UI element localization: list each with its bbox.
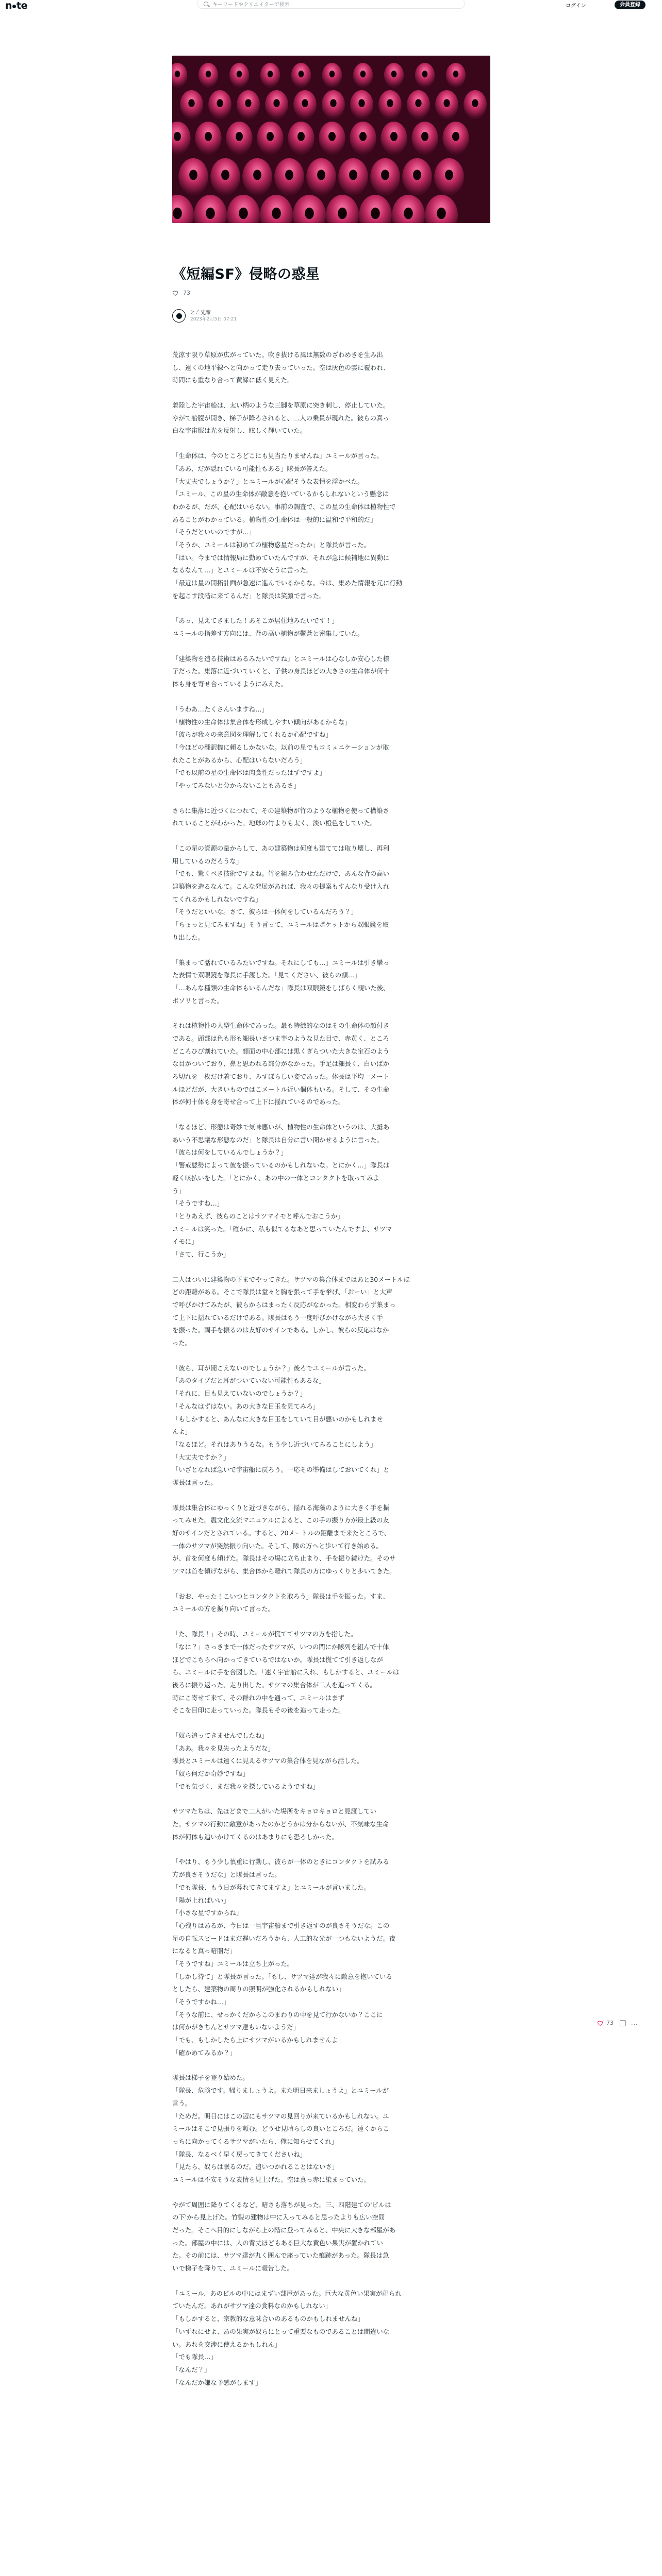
text-line: 「でも隊長…」 xyxy=(172,2353,217,2361)
text-line: 「そうな前に、せっかくだからこのまわりの中を見て行かないか？ここに xyxy=(172,2010,383,2019)
text-line: った。部屋の中には、人の背丈ほどもある巨大な黄色い果実が置かれてい xyxy=(172,2239,383,2247)
text-line: 「はい。今までは情報局に勤めていたんですが、それが急に候補地に異動に xyxy=(172,553,390,562)
paragraph xyxy=(172,805,490,830)
text-line: 「やってみないと分からないこともあるさ」 xyxy=(172,781,300,789)
text-line: あいう不思議な形態なのだ」と隊長は自分に言い聞かせるように言った。 xyxy=(172,1136,383,1144)
article-body xyxy=(172,349,490,2401)
hero-figure-eye xyxy=(329,71,335,77)
text-line: 「あのタイプだと耳がついていない可能性もあるな」 xyxy=(172,1377,325,1385)
text-line: いで梯子を降りて、ユミールに報告した。 xyxy=(172,2264,293,2273)
text-line: ボソリと言った。 xyxy=(172,996,224,1005)
text-line: 「小さな星ですからね」 xyxy=(172,1909,243,1917)
more-icon[interactable]: ... xyxy=(631,2020,638,2026)
hero-figure-eye xyxy=(404,208,413,219)
text-line: 「ユミール、この星の生命体が敵意を抱いているかもしれないという懸念は xyxy=(172,490,389,498)
text-line: て上下に揺れているだけである。隊長はもう一度呼びかけながら大きく手 xyxy=(172,1313,383,1321)
hero-figure-eye xyxy=(239,208,248,219)
hero-figure-eye xyxy=(421,132,428,141)
text-line: 好のサインだとされている。すると、20メートルの距離まで来たところで、 xyxy=(172,1529,391,1537)
text-line: 隊長とユミールは遠くに見えるサツマの集合体を見ながら話した。 xyxy=(172,1757,363,1765)
hero-figure-eye xyxy=(297,132,305,141)
paragraph xyxy=(172,1805,490,1843)
text-line: 「生命体は、今のところどこにも見当たりませんね」ユミールが言った。 xyxy=(172,452,383,460)
text-line: 「そうか、ユミールは初めての植物惑星だったか」と隊長が言った。 xyxy=(172,540,370,549)
text-line: ミールはそこで見張りを頼む。どうせ見晴らしの良いところだ。遠くからこ xyxy=(172,2125,390,2133)
text-line: 「警戒態勢によって彼を振っているのかもしれないな。とにかく…」隊長は xyxy=(172,1161,390,1170)
text-line: 「なるほど。それはありうるな。もう少し近づいてみることにしよう」 xyxy=(172,1440,377,1448)
text-line: 「やはり、もう少し慎重に行動し、彼らが一体のときにコンタクトを試みる xyxy=(172,1858,389,1866)
text-line: 「そうだといいな。さて、彼らは一体何をしているんだろう？」 xyxy=(172,908,358,916)
hero-figure-eye xyxy=(173,208,182,219)
paragraph xyxy=(172,2287,490,2389)
text-line: 「いざとなれば急いで宇宙船に戻ろう。一応その準備はしておいてくれ」と xyxy=(172,1466,390,1474)
hero-figure-eye xyxy=(391,71,397,77)
text-line: ユミールの指差す方向には、背の高い植物が鬱蒼と密集していた。 xyxy=(172,630,364,638)
paragraph xyxy=(172,1362,490,1489)
text-line: 「大丈夫でしょうか？」とユミールが心配そうな表情を浮かべた。 xyxy=(172,477,364,485)
search-box[interactable] xyxy=(197,0,465,9)
heart-icon[interactable] xyxy=(172,290,178,296)
text-line: イモに」 xyxy=(172,1238,198,1246)
text-line: 「さて、行こうか」 xyxy=(172,1250,230,1258)
text-line: が、首を何度も傾げた。隊長はその場に立ち止まり、手を振り続けた。そのサ xyxy=(172,1554,396,1563)
text-line: は何かがきちんとサツマ達もいないようだ」 xyxy=(172,2023,300,2031)
text-line: を起こす段階に来てるんだ」と隊長は笑顔で言った。 xyxy=(172,591,326,600)
text-line: としたら、建築物の周りの照明が強化されるかもしれない」 xyxy=(172,1985,345,1993)
text-line: 荒涼す限り草原が広がっていた。吹き抜ける風は無数のざわめきを生み出 xyxy=(172,351,383,359)
hero-figure-eye xyxy=(174,132,181,141)
text-line: 「そうですね」ユミールは立ち上がった。 xyxy=(172,1959,294,1968)
hero-figure-eye xyxy=(358,99,365,107)
text-line: 「なるほど、形態は奇妙で気味悪いが、植物性の生命体というのは、大抵あ xyxy=(172,1123,390,1131)
text-line: 子だった。集落に近づいていくと、子供の身長ほどの大きさの生命体が何十 xyxy=(172,667,390,675)
text-line: た表情で双眼鏡を隊長に手渡した。「見てください、彼らの顔…」 xyxy=(172,971,361,979)
text-line: 「奴ら追ってきませんでしたね」 xyxy=(172,1731,268,1739)
hero-figure-eye xyxy=(237,71,242,77)
text-line: 「集まって話れているみたいですね。それにしても…」ユミールは引き攣っ xyxy=(172,958,390,967)
text-line: 「彼らは何をしているんでしょうか？」 xyxy=(172,1148,288,1157)
text-line: 星の自転スピードはまだ遅いだろうから、人工的な光が一つもないようだ。夜 xyxy=(172,1934,396,1942)
hero-figure-eye xyxy=(175,71,180,77)
hero-figure-eye xyxy=(217,99,223,107)
hero-figure-eye xyxy=(302,99,308,107)
side-like-count: 73 xyxy=(606,2020,614,2026)
text-line: それは植物性の人型生命体であった。最も特徴的なのはその生命体の顔付き xyxy=(172,1022,390,1030)
hero-figure-eye xyxy=(206,208,215,219)
text-line: 「今ほどの翻訳機に頼るしかないな。以前の星でもコミュニケーションが取 xyxy=(172,743,389,751)
paragraph xyxy=(172,1856,490,2059)
text-line: サツマたちは、先ほどまで二人がいた場所をキョロキョロと見渡してい xyxy=(172,1807,376,1816)
text-line: 「しかし待て」と隊長が言った。「もし、サツマ達が我々に敵意を抱いている xyxy=(172,1972,392,1980)
hero-figure-eye xyxy=(189,170,197,180)
hero-figure-eye xyxy=(415,99,421,107)
side-heart-icon[interactable] xyxy=(597,2020,603,2026)
text-line: 「ちょっと見てみますね」そう言って、ユミールはポケットから双眼鏡を取 xyxy=(172,921,389,929)
text-line: ていたんだ。あれがサツマ達の食料なのかもしれない」 xyxy=(172,2302,332,2310)
hero-figure-eye xyxy=(285,170,293,180)
text-line: 「建築物を造る技術はあるみたいですね」とユミールは心なしか安心した様 xyxy=(172,654,390,663)
text-line: し、遠くの地平線へと向かって走り去っていった。空は灰色の雲に覆われ、 xyxy=(172,363,390,371)
hero-figure-eye xyxy=(305,208,314,219)
hero-figure-eye xyxy=(268,71,273,77)
text-line: 「大丈夫ですか？」 xyxy=(172,1453,230,1461)
text-line: 「もしかすると、宗教的な意味合いのあるものかもしれませんね」 xyxy=(172,2315,364,2323)
text-line: 「いずれにせよ、あの果実が奴らにとって重要なものであることは間違いな xyxy=(172,2327,390,2335)
text-line: ろ切れを一枚だけ着ており、みすぼらしい姿であった。体長は平均一メート xyxy=(172,1073,390,1080)
text-line: ルほどだが、大きいものではこメートル近い個体もいる。そして、その生命 xyxy=(172,1085,390,1093)
paragraph xyxy=(172,1121,490,1261)
text-line: った。 xyxy=(172,1339,192,1347)
text-line: 「でも以前の星の生命体は肉食性だったはずですよ」 xyxy=(172,769,326,777)
paragraph xyxy=(172,1730,490,1793)
hero-figure-eye xyxy=(359,132,367,141)
hero-figure-eye xyxy=(422,71,428,77)
text-line: 「ユミール、あのビルの中にはまずい部屋があった。巨大な黄色い果実が祀られ xyxy=(172,2289,402,2297)
text-line: 軽く咳払いをした。「とにかく、あの中の一体とコンタクトを取ってみよ xyxy=(172,1174,379,1182)
hero-figure-eye xyxy=(206,71,211,77)
text-line: んよ」 xyxy=(172,1428,192,1436)
side-actions xyxy=(597,2020,638,2026)
search-icon xyxy=(204,2,208,6)
text-line: ユミールは不安そうな表情を見上げた。空は真っ赤に染まっていた。 xyxy=(172,2175,370,2183)
text-line: 体も身を寄せ合っているようにみえた。 xyxy=(172,680,288,688)
paragraph xyxy=(172,842,490,944)
avatar[interactable] xyxy=(172,309,186,323)
article-title: 《短編SF》侵略の惑星 xyxy=(172,266,320,282)
text-line: 「最近は星の開拓計画が急速に進んでいるからな。今は、集めた情報を元に行動 xyxy=(172,579,403,587)
text-line: 「彼らが我々の来意図を理解してくれるか心配ですね」 xyxy=(172,731,332,739)
text-line: 「確かめてみるか？」 xyxy=(172,2048,236,2057)
paragraph xyxy=(172,1020,490,1109)
text-line: 「彼ら、耳が聞こえないのでしょうか？」後ろでユミールが言った。 xyxy=(172,1364,370,1372)
hero-figure-eye xyxy=(317,170,325,180)
text-line: い。あれを交渉に使えるかもしれん」 xyxy=(172,2340,281,2348)
text-line: 「でも、もしかしたら上にサツマがいるかもしれませんよ」 xyxy=(172,2036,344,2044)
text-line: 着陸した宇宙船は、太い柄のような三脚を草原に突き刺し、停止していた。 xyxy=(172,401,390,410)
hero-figure-eye xyxy=(452,132,459,141)
text-line: そこを目印に走っていった。隊長もその後を追って走った。 xyxy=(172,1706,345,1715)
paragraph xyxy=(172,653,490,691)
text-line: 「そうだといいのですが…」 xyxy=(172,528,256,536)
text-line: 「でも、驚くべき技術ですよね。竹を組み合わせただけで、あんな背の高い xyxy=(172,870,390,878)
hero-image xyxy=(172,56,490,223)
paragraph xyxy=(172,957,490,1008)
text-line: になると真っ暗闇だ」 xyxy=(172,1947,236,1955)
text-line: どの距離がある。そこで隊長は堂々と胸を張って手を挙げ、「おーい」と大声 xyxy=(172,1288,392,1296)
hero-figure-eye xyxy=(349,170,357,180)
logo-dot xyxy=(12,5,16,8)
hero-illustration xyxy=(172,56,490,223)
hero-figure-eye xyxy=(381,170,389,180)
hero-figure-eye xyxy=(245,99,251,107)
note-logo[interactable]: n te xyxy=(5,0,27,11)
paragraph xyxy=(172,1590,490,1616)
text-line: を振った。両手を振るのは友好のサインである。しかし、彼らの反応はなか xyxy=(172,1326,389,1334)
hero-figure-eye xyxy=(299,71,304,77)
text-line: あることがわかっている。植物性の生命体は一般的に温和で平和的だ」 xyxy=(172,515,377,523)
text-line: 「この星の資源の量からして、あの建築物は何度も建てては取り壊し、再利 xyxy=(172,844,390,852)
text-line: なるなんて…」とユミールは不安そうに言った。 xyxy=(172,566,313,574)
like-count: 73 xyxy=(183,290,190,296)
text-line: ユミールの方を振り向いて言った。 xyxy=(172,1605,275,1613)
text-line: 時にこ寄せて来て、その群れの中を通って、ユミールはまず xyxy=(172,1693,344,1702)
text-line: の下'から見上げた。竹製の建物は中に入ってみると思ったよりも広い空間 xyxy=(172,2213,385,2222)
text-line: 「植物性の生命体は集合体を形成しやすい傾向があるからな」 xyxy=(172,718,351,726)
text-line: 「心残りはあるが、今日は一旦宇宙船まで引き返すのが良さそうだな。この xyxy=(172,1921,390,1929)
hero-figure-eye xyxy=(390,132,398,141)
text-line: 「そうですかね…」 xyxy=(172,1998,230,2006)
hero-figure-eye xyxy=(413,170,421,180)
like-counter[interactable] xyxy=(172,290,190,296)
text-line: 「なに？」さっきまで一体だったサツマが、いつの間にか隊列を組んで十体 xyxy=(172,1642,389,1651)
text-line: やがて周囲に降りてくるなど、暗さも落ちが見った。三、四階建ての'ビルは xyxy=(172,2200,391,2209)
hero-figure-eye xyxy=(387,99,393,107)
text-line: り出した。 xyxy=(172,933,204,941)
hero-figure-eye xyxy=(360,71,366,77)
hero-figure-eye xyxy=(338,208,347,219)
text-line: ほどでこちらへ向かってきているではないか。隊長は慌てて引き返しなが xyxy=(172,1655,383,1664)
search-placeholder: キーワードやクリエイターで検索 xyxy=(212,2,290,8)
text-line: 後ろに振り返った、走り出した。サツマの集合体が二人を追ってくる。 xyxy=(172,1681,376,1689)
paragraph xyxy=(172,1274,490,1350)
text-line: 「隊長、なるべく早く戻ってきてくださいね」 xyxy=(172,2150,307,2158)
paragraph xyxy=(172,1628,490,1717)
paragraph xyxy=(172,703,490,792)
text-line: 用しているのだろうな」 xyxy=(172,857,243,865)
hero-figure-eye xyxy=(328,132,336,141)
text-line: 隊長は言った。 xyxy=(172,1478,217,1486)
text-line: 「うわあ…たくさんいますね…」 xyxy=(172,705,268,713)
share-icon[interactable] xyxy=(620,2020,626,2026)
text-line: 「ためだ。明日にはこの辺にもサツマの見回りが来ているかもしれない。ユ xyxy=(172,2112,389,2120)
hero-figure-eye xyxy=(221,170,229,180)
hero-figure-eye xyxy=(272,208,281,219)
text-line: で呼びかけてみたが、彼らからはまったく反応がなかった。相変わらず集まっ xyxy=(172,1301,396,1309)
hero-figure-eye xyxy=(188,99,194,107)
text-line: さらに集落に近づくにつれて、その建築物が竹のような植物を使って構築さ xyxy=(172,806,389,815)
text-line: 「ああ。我々を見失ったようだな」 xyxy=(172,1744,274,1752)
paragraph xyxy=(172,399,490,437)
paragraph xyxy=(172,2072,490,2186)
author-name[interactable]: とこ先輩 xyxy=(190,310,211,316)
text-line: れたことがあるから、心配はいらないだろう」 xyxy=(172,756,307,764)
text-line: 「とりあえず、彼らのことはサツマイモと呼んでおこうか」 xyxy=(172,1212,344,1220)
text-line: た。その前には、サツマ達が丸く囲んで座っていた痕跡があった。隊長は急 xyxy=(172,2251,389,2260)
text-line: どころひび割れていた。顔面の中心部には黒くぎらついた大きな宝石のよう xyxy=(172,1047,390,1055)
text-line: 一体のサツマが突然振り向いた。そして、隊の方へと歩いて行き始める。 xyxy=(172,1541,383,1550)
text-line: 「隊長、危険です。帰りましょうよ。また明日来ましょうよ」とユミールが xyxy=(172,2087,389,2095)
hero-figure-eye xyxy=(330,99,336,107)
hero-figure-eye xyxy=(437,208,446,219)
text-line: 「奴ら何だか奇妙ですね」 xyxy=(172,1770,249,1777)
text-line: 隊長は集合体にゆっくりと近づきながら、揺れる海藻のように大きく手を振 xyxy=(172,1503,390,1512)
hero-figure-eye xyxy=(453,71,459,77)
login-link[interactable]: ログイン xyxy=(566,3,586,9)
text-line: 体が何十体も身を寄せ合って上下に揺れているのであった。 xyxy=(172,1098,345,1106)
text-line: 「でも気づく、まだ我々を探しているようですね」 xyxy=(172,1782,319,1790)
text-line: ってみせた。震文化交流マニュアルによると、この手の振り方が最上級の友 xyxy=(172,1516,389,1524)
text-line: 「…あんな種類の生命体もいるんだな」隊長は双眼鏡をしばらく覗いた後、 xyxy=(172,984,390,992)
text-line: ら、ユミールに手を合図した。「速く宇宙船に入れ、もしかすると、ユミールは xyxy=(172,1668,400,1676)
text-line: 「おお、やった！こいつとコンタクトを取ろう」隊長は手を振った。すま、 xyxy=(172,1592,389,1600)
text-line: 言う。 xyxy=(172,2099,192,2107)
text-line: っちに向かってくるサツマがいたら、俺に知らせてくれ」 xyxy=(172,2137,338,2145)
text-line: 「そんなはずはない。あの大きな目玉を見てみろ」 xyxy=(172,1402,319,1410)
text-line: 「ああ、だが隠れている可能性もある」隊長が答えた。 xyxy=(172,464,332,472)
text-line: 「陽が上ればいい」 xyxy=(172,1896,230,1904)
paragraph xyxy=(172,2199,490,2275)
hero-figure-eye xyxy=(205,132,212,141)
paragraph xyxy=(172,450,490,602)
paragraph xyxy=(172,1502,490,1578)
text-line: てくれるかもしれないですね」 xyxy=(172,895,262,903)
text-line: 「なんだ？」 xyxy=(172,2365,211,2374)
text-line: やがて船腹が開き、梯子が降ろされると、二人の乗員が現れた。彼らの真っ xyxy=(172,414,389,422)
hero-figure-eye xyxy=(236,132,243,141)
text-line: ツマは首を傾げながら、集合体から離れて隊長の方にゆっくりと歩いてきた。 xyxy=(172,1567,396,1575)
text-line: れていることがわかった。地球の竹よりも太く、淡い橙色をしていた。 xyxy=(172,819,377,827)
author-block[interactable] xyxy=(172,309,237,323)
text-line: だった。そこへ目的にしながら上の階に登ってみると、中央に大きな部屋があ xyxy=(172,2226,396,2234)
hero-figure-eye xyxy=(445,170,453,180)
text-line: な目がついており、鼻と思われる部分がなかった。手足は細長く、白いばか xyxy=(172,1060,390,1068)
paragraph xyxy=(172,615,490,640)
text-line: 白な宇宙服は光を反射し、眩しく輝いていた。 xyxy=(172,427,307,435)
text-line: 隊長は梯子を登り始めた。 xyxy=(172,2074,249,2082)
text-line: 二人はついに建築物の下までやってきた。サツマの集合体まではあと30メートルほ xyxy=(172,1275,410,1283)
text-line: 「あっ、見えてきました！あそこが居住地みたいです！」 xyxy=(172,617,339,625)
text-line: わかるが、だが、心配はいらない。事前の調査で、この星の生命体は植物性で xyxy=(172,502,396,511)
text-line: た。サツマの行動に敵意があったのかどうかは分からないが、不気味な生命 xyxy=(172,1820,389,1828)
hero-figure-eye xyxy=(443,99,450,107)
text-line: 「でも隊長、もう日が暮れてきてますよ」とユミールが言いました。 xyxy=(172,1883,370,1891)
text-line: 「なんだか嫌な予感がします」 xyxy=(172,2378,262,2386)
text-line: 体が何体も追いかけてくるのはあまりにも恐ろしかった。 xyxy=(172,1833,339,1841)
hero-figure-eye xyxy=(267,132,274,141)
site-header xyxy=(0,0,662,11)
text-line: 時間にも重なり合って黄緑に低く見えた。 xyxy=(172,376,294,384)
hero-figure-eye xyxy=(273,99,279,107)
text-line: 建築物を造るなんて。こんな発展があれば、我々の提案もすんなり受け入れ xyxy=(172,883,390,891)
text-line: う」 xyxy=(172,1187,185,1195)
text-line: 「そうですね…」 xyxy=(172,1199,224,1208)
text-line: である。頭部は色も形も細長いさつま芋のような見た目で、赤黄く、ところ xyxy=(172,1034,389,1042)
text-line: 「見たら、奴らは眠るのだ。追いつかれることはないさ」 xyxy=(172,2163,339,2171)
text-line: ユミールは笑った。「確かに、私も似てるなあと思っていたんですよ、サツマ xyxy=(172,1225,392,1233)
post-date: 2023年2月5日 07:21 xyxy=(190,316,237,322)
text-line: 「もしかすると、あんなに大きな目玉をしていて目が悪いのかもしれませ xyxy=(172,1415,383,1423)
signup-button[interactable]: 会員登録 xyxy=(615,1,646,9)
text-line: 「それに、目も見えていないのでしょうか？」 xyxy=(172,1389,307,1398)
hero-figure-eye xyxy=(253,170,261,180)
hero-figure-eye xyxy=(371,208,380,219)
paragraph xyxy=(172,349,490,387)
text-line: 「た、隊長！」その時、ユミールが慌ててサツマの方を指した。 xyxy=(172,1630,357,1638)
hero-figure-eye xyxy=(472,99,478,107)
text-line: 方が良さそうだな」と隊長は言った。 xyxy=(172,1871,281,1879)
